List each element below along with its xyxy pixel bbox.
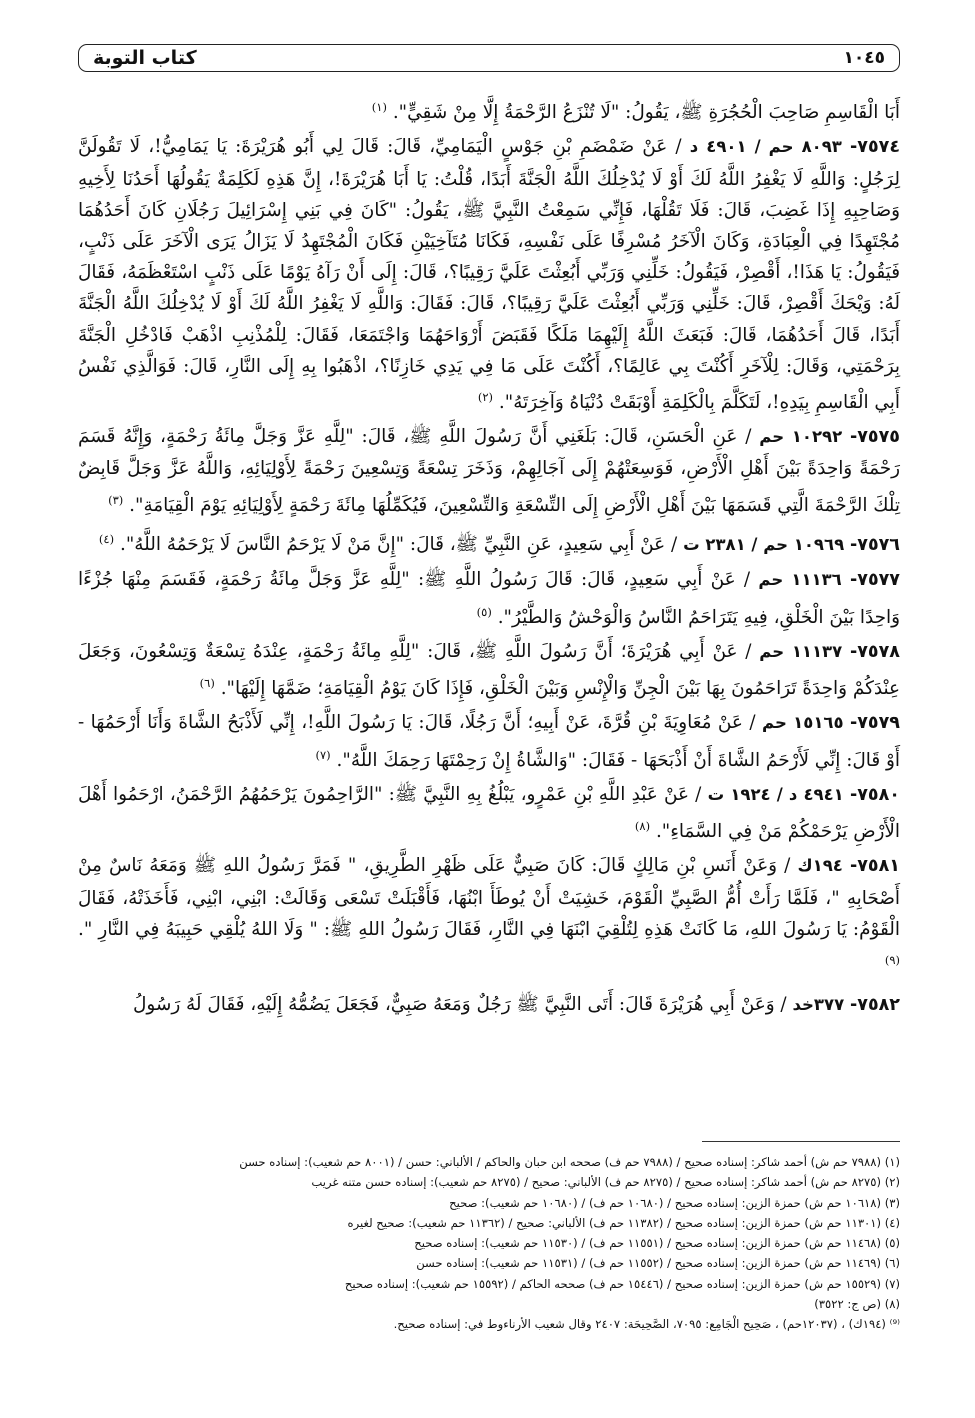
hadith-text: / عَنْ أَبِي سَعِيدٍ، عَنِ النَّبِيِّ ﷺ، قَالَ: "إِنَّ مَنْ لَا يَرْحَمُ النَّاسَ لَا يَرْحَمُهُ اللَّهُ". bbox=[119, 534, 678, 556]
hadith-number: ٧٥٨٠- bbox=[849, 784, 900, 805]
footnote-marker: (٨) bbox=[634, 819, 651, 834]
footnote-divider bbox=[702, 1141, 900, 1142]
hadith-entry bbox=[78, 984, 900, 1021]
hadith-entry bbox=[78, 850, 900, 981]
hadith-entry bbox=[78, 524, 900, 561]
book-title: كتاب التوبة bbox=[93, 47, 197, 69]
footnote-marker: (٤) bbox=[98, 532, 115, 547]
source-reference: ١٠٢٩٢ حم bbox=[759, 427, 843, 447]
footnote: (٨) (ص ج: ٣٥٢٢) bbox=[814, 1297, 900, 1312]
footnote-marker: (٧) bbox=[315, 747, 331, 762]
hadith-text: / وَعَنْ أَنَسِ بْنِ مَالِكٍ قَالَ: كَانَ صَبِيٌّ عَلَى ظَهْرِ الطَّرِيقِ، " فَمَرَّ رَسُولُ اللهِ ﷺ وَمَعَهُ نَاسٌ مِنْ أَصْحَابِهِ "، فَلَمَّا رَأَتْ أُمُّ الصَّبِيِّ الْقَوْمَ، خَشِيَتْ أَنْ يُوطَأَ ابْنُهَا، فَأَقْبَلَتْ تَسْعَى وَقَالَتْ: ابْنِي، ابْنِي، فَأَخَذَتْهُ، فَقَالَ الْقَوْمُ: يَا رَسُولَ اللهِ، مَا كَانَتْ هَذِهِ لِتُلْقِيَ ابْنَهَا فِي النَّارِ، فَقَالَ رَسُولُ اللهِ ﷺ: " وَلَا اللهُ يُلْقِي حَبِيبَهُ فِي النَّارِ ". bbox=[78, 855, 900, 940]
footnote: (٥) (١١٤٦٨ حم ش) حمزة الزين: إسناده صحيح / (١١٥٥١ حم ف) / (١١٥٣٠ حم شعيب): إسناده صحيح bbox=[414, 1236, 900, 1251]
hadith-text: أَبَا الْقَاسِمِ صَاحِبَ الْحُجُرَةِ ﷺ، يَقُولُ: "لَا تُنْزَعُ الرَّحْمَةُ إِلَّا مِنْ شَقِيٍّ". bbox=[392, 102, 900, 124]
footnote: (٧) (١٥٥٢٩ حم ش) حمزة الزين: إسناده صحيح / (١٥٤٤٦ حم ف) صححه الحاكم / (١٥٥٩٢ حم شعيب): إسناده صحيح bbox=[344, 1276, 900, 1291]
source-reference: ٤٩٤١ د / ١٩٢٤ ت bbox=[707, 784, 844, 804]
footnote-marker: (٢) bbox=[477, 389, 494, 404]
hadith-number: ٧٥٧٥- bbox=[849, 427, 900, 448]
footnote-marker: (٦) bbox=[199, 676, 215, 691]
hadith-entry bbox=[78, 421, 900, 521]
footnote-marker: (٩) bbox=[884, 953, 900, 968]
hadith-entry bbox=[78, 779, 900, 848]
hadith-number: ٧٥٨٢- bbox=[850, 995, 900, 1016]
hadith-number: ٧٥٧٨- bbox=[849, 641, 900, 662]
source-reference: ٣٧٧خد bbox=[792, 995, 845, 1015]
source-reference: ١١١٣٧ حم bbox=[759, 641, 843, 661]
footnote: (٣) (١٠٦١٨ حم ش) حمزة الزين: إسناده صحيح / (١٠٦٨٠ حم ف) / (١٠٦٨٠ حم شعيب): صحيح bbox=[449, 1195, 900, 1210]
hadith-number: ٧٥٧٩- bbox=[849, 713, 900, 734]
source-reference: ١١١٣٦ حم bbox=[758, 570, 842, 590]
page-number: ١٠٤٥ bbox=[843, 48, 885, 68]
hadith-number: ٧٥٧٤- bbox=[850, 137, 901, 158]
hadith-entry bbox=[78, 707, 900, 776]
hadith-entry bbox=[78, 636, 900, 705]
footnote-marker: (٥) bbox=[476, 604, 492, 619]
footnote-marker: (١) bbox=[371, 100, 387, 114]
hadith-number: ٧٥٧٧- bbox=[850, 570, 900, 591]
source-reference: ١٩٤ك bbox=[797, 856, 843, 876]
hadith-entry bbox=[78, 92, 900, 128]
footnote: ⁽⁹⁾ (١٩٤ك) ، (١٢٠٣٧حم) ، صَحِيح الْجَامِع: ٧٠٩٥، الصَّحِيحَة: ٢٤٠٧ وقال شعيب الأرناءوط في: إسناده صحيح. bbox=[393, 1317, 900, 1332]
hadith-text: / عَنْ عَبْدِ اللَّهِ بْنِ عَمْرٍو، يَبْلُغُ بِهِ النَّبِيَّ ﷺ: "الرَّاحِمُونَ يَرْحَمُهُمُ الرَّحْمَنُ، ارْحَمُوا أَهْلَ الْأَرْضِ يَرْحَمْكُمْ مَنْ فِي السَّمَاءِ". bbox=[78, 783, 900, 843]
footnote: (٢) (٨٢٧٥ حم ش) أحمد شاكر: إسناده صحيح / (٨٢٧٥ حم ف) الألباني: صحيح / (٨٢٧٥ حم شعيب): إسناده حسن متنه غريب bbox=[311, 1175, 900, 1190]
footnotes bbox=[78, 1152, 900, 1335]
source-reference: ١٥١٦٥ حم bbox=[762, 713, 844, 733]
hadith-entry bbox=[78, 131, 900, 418]
source-reference: ٨٠٩٣ حم / ٤٩٠١ د bbox=[689, 137, 842, 157]
hadith-text: / عَنِ الْحَسَنِ، قَالَ: بَلَغَنِي أَنَّ رَسُولَ اللَّهِ ﷺ، قَالَ: "لِلَّهِ عَزَّ وَجَلَّ مِائَةُ رَحْمَةٍ، وَإِنَّهُ قَسَمَ رَحْمَةً وَاحِدَةً بَيْنَ أَهْلِ الْأَرْضِ، فَوَسِعَتْهُمْ إِلَى آجَالِهِمْ، وَذَخَرَ تِسْعَةً وَتِسْعِينَ رَحْمَةً لِأَوْلِيَائِهِ، وَاللَّهُ عَزَّ وَجَلَّ قَابِضٌ تِلْكَ الرَّحْمَةَ الَّتِي قَسَمَهَا بَيْنَ أَهْلِ الْأَرْضِ إِلَى التِّسْعَةِ وَالتِّسْعِينَ، فَيُكَمِّلُهَا مِائَةَ رَحْمَةٍ لِأَوْلِيَائِهِ يَوْمَ الْقِيَامَةِ". bbox=[78, 426, 900, 516]
hadith-number: ٧٥٧٦- bbox=[850, 535, 900, 556]
hadith-text: / عَنْ أَبِي سَعِيدٍ، قَالَ: قَالَ رَسُولُ اللَّهِ ﷺ: "لِلَّهِ عَزَّ وَجَلَّ مِائَةُ رَحْمَةٍ، فَقَسَمَ مِنْهَا جُزْءًا وَاحِدًا بَيْنَ الْخَلْقِ، فِيهِ يَتَرَاحَمُ النَّاسُ وَالْوَحْشُ وَالطَّيْرُ". bbox=[78, 569, 900, 628]
hadith-text: / وَعَنْ أَبِي هُرَيْرَةَ قَالَ: أَتَى النَّبِيَّ ﷺ رَجُلٌ وَمَعَهُ صَبِيٌّ، فَجَعَلَ يَضُمُّهُ إِلَيْهِ، فَقَالَ لَهُ رَسُولُ bbox=[133, 994, 787, 1016]
hadith-entry bbox=[78, 564, 900, 633]
hadith-text: / عَنْ مُعَاوِيَةَ بْنِ قُرَّةَ، عَنْ أَبِيهِ؛ أَنَّ رَجُلًا، قَالَ: يَا رَسُولَ اللَّهِ!، إِنِّي لَأَذْبَحُ الشَّاةَ وَأَنَا أَرْحَمُهَا - أَوْ قَالَ: إِنِّي لَأَرْحَمُ الشَّاةَ أَنْ أَذْبَحَهَا - فَقَالَ: "وَالشَّاةُ إِنْ رَحِمْتَهَا رَحِمَكَ اللَّهُ". bbox=[78, 712, 900, 771]
footnote: (١) (٧٩٨٨ حم ش) أحمد شاكر: إسناده صحيح / (٧٩٨٨ حم ف) صححه ابن حبان والحاكم / الألباني: حسن / (٨٠٠١ حم شعيب): إسناده حسن bbox=[239, 1155, 900, 1169]
source-reference: ١٠٩٦٩ حم / ٢٣٨١ ت bbox=[683, 535, 845, 555]
footnote: (٦) (١١٤٦٩ حم ش) حمزة الزين: إسناده صحيح / (١١٥٥٢ حم ف) / (١١٥٣١ حم شعيب): إسناده حسن bbox=[416, 1256, 900, 1271]
hadith-number: ٧٥٨١- bbox=[849, 856, 900, 877]
footnote-marker: (٣) bbox=[108, 492, 124, 507]
hadith-text: / عَنْ ضَمْضَمِ بْنِ جَوْسٍ الْيَمَامِيِّ، قَالَ: قَالَ لِي أَبُو هُرَيْرَةَ: يَا يَمَامِيُّ!، لَا تَقُولَنَّ لِرَجُلٍ: وَاللَّهِ لَا يَغْفِرُ اللَّهُ لَكَ أَوْ لَا يُدْخِلُكَ اللَّهُ الْجَنَّةَ أَبَدًا، قُلْتُ: يَا أَبَا هُرَيْرَةَ!، إِنَّ هَذِهِ لَكَلِمَةٌ يَقُولُهَا أَحَدُنَا لِأَخِيهِ وَصَاحِبِهِ إِذَا غَضِبَ، قَالَ: فَلَا تَقُلْهَا، فَإِنِّي سَمِعْتُ النَّبِيَّ ﷺ، يَقُولُ: "كَانَ فِي بَنِي إِسْرَائِيلَ رَجُلَانِ كَانَ أَحَدُهُمَا مُجْتَهِدًا فِي الْعِبَادَةِ، وَكَانَ الْآخَرُ مُسْرِفًا عَلَى نَفْسِهِ، فَكَانَا مُتَآخِيَيْنِ فَكَانَ الْمُجْتَهِدُ لَا يَزَالُ يَرَى الْآخَرَ عَلَى ذَنْبٍ، فَيَقُولُ: يَا هَذَا!، أَقْصِرْ، فَيَقُولُ: خَلِّنِي وَرَبِّي أَبُعِثْتَ عَلَيَّ رَقِيبًا؟، قَالَ: إِلَى أَنْ رَآهُ يَوْمًا عَلَى ذَنْبٍ اسْتَعْظَمَهُ، فَقَالَ لَهُ: وَيْحَكَ أَقْصِرْ، قَالَ: خَلِّنِي وَرَبِّي أَبُعِثْتَ عَلَيَّ رَقِيبًا؟، قَالَ: فَقَالَ: وَاللَّهِ لَا يَغْفِرُ اللَّهُ لَكَ أَوْ لَا يُدْخِلُكَ اللَّهُ الْجَنَّةَ أَبَدًا، قَالَ أَحَدُهُمَا، قَالَ: فَبَعَثَ اللَّهُ إِلَيْهِمَا مَلَكًا فَقَبَضَ أَرْوَاحَهُمَا وَاجْتَمَعَا، فَقَالَ: لِلْمُذْنِبِ اذْهَبْ فَادْخُلِ الْجَنَّةَ بِرَحْمَتِي، وَقَالَ: لِلْآخَرِ أَكُنْتَ بِي عَالِمًا؟، أَكُنْتَ عَلَى مَا فِي يَدِي خَازِنًا؟، اذْهَبُوا بِهِ إِلَى النَّارِ، قَالَ: فَوَالَّذِي نَفْسُ أَبِي الْقَاسِمِ بِيَدِهِ!، لَتَكَلَّمَ بِالْكَلِمَةِ أَوْبَقَتْ دُنْيَاهُ وَآخِرَتَهُ". bbox=[78, 136, 900, 414]
hadith-text: / عَنْ أَبِي هُرَيْرَةَ؛ أَنَّ رَسُولَ اللَّهِ ﷺ، قَالَ: "لِلَّهِ مِائَةُ رَحْمَةٍ، عِنْدَهُ تِسْعَةٌ وَتِسْعُونَ، وَجَعَلَ عِنْدَكُمْ وَاحِدَةً تَرَاحَمُونَ بِهَا بَيْنَ الْجِنِّ وَالْإِنْسِ وَبَيْنَ الْخَلْقِ، فَإِذَا كَانَ يَوْمُ الْقِيَامَةِ؛ ضَمَّهَا إِلَيْهَا". bbox=[78, 640, 900, 700]
footnote: (٤) (١١٣٠١ حم ش) حمزة الزين: إسناده صحيح / (١١٣٨٢ حم ف) الألباني: صحيح / (١١٣٦٢ حم شعيب): صحيح لغيره bbox=[347, 1215, 900, 1230]
running-header bbox=[78, 44, 900, 72]
hadith-text-body bbox=[78, 92, 900, 1025]
